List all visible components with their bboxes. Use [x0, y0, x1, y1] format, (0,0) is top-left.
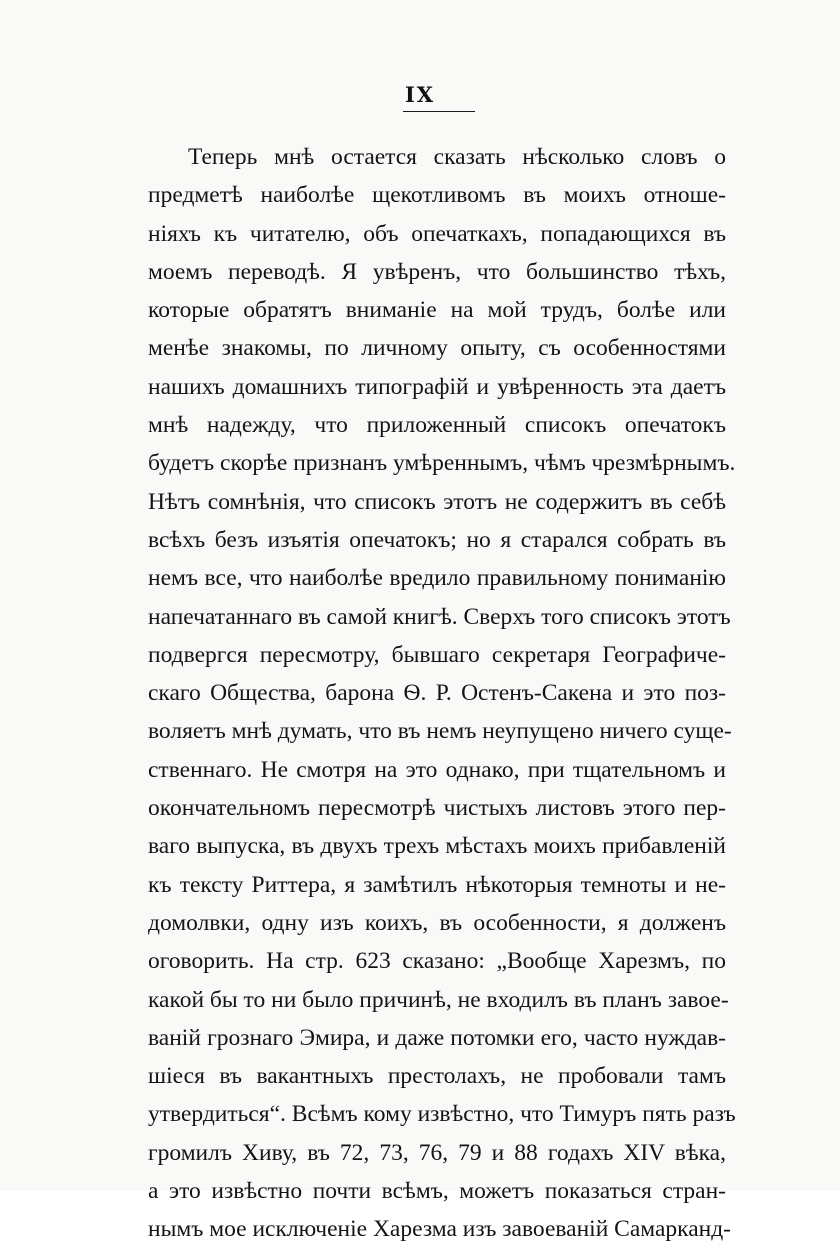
text-line: предметѣ наиболѣе щекотливомъ въ моихъ отноше- — [148, 182, 726, 209]
body-text — [148, 138, 736, 1249]
text-line: которые обратятъ вниманіе на мой трудъ, болѣе или — [148, 297, 726, 324]
text-line: напечатаннаго въ самой книгѣ. Сверхъ того списокъ этотъ — [148, 603, 731, 630]
text-line: домолвки, одну изъ коихъ, въ особенности, я долженъ — [148, 909, 726, 936]
text-line: ваній грознаго Эмира, и даже потомки его, часто нуждав- — [148, 1024, 726, 1051]
text-line: шіеся въ вакантныхъ престолахъ, не пробовали тамъ — [148, 1063, 726, 1090]
text-line: моемъ переводѣ. Я увѣренъ, что большинство тѣхъ, — [148, 258, 726, 285]
text-line: какой бы то ни было причинѣ, не входилъ въ планъ завое- — [148, 986, 729, 1013]
text-line: Теперь мнѣ остается сказать нѣсколько словъ о — [188, 144, 726, 170]
text-line: Нѣтъ сомнѣнія, что списокъ этотъ не содержитъ въ себѣ — [148, 488, 726, 515]
text-line: немъ все, что наиболѣе вредило правильному пониманію — [148, 565, 726, 592]
text-line: громилъ Хиву, въ 72, 73, 76, 79 и 88 годахъ XIV вѣка, — [148, 1139, 726, 1166]
text-line: воляетъ мнѣ думать, что въ немъ неупущено ничего суще- — [148, 718, 732, 745]
text-line: утвердиться“. Всѣмъ кому извѣстно, что Тимуръ пять разъ — [148, 1101, 736, 1128]
page-number: IX — [404, 82, 436, 107]
text-line: нымъ мое исключеніе Харезма изъ завоеваній Самарканд- — [148, 1216, 732, 1243]
text-line: менѣе знакомы, по личному опыту, съ особенностями — [148, 335, 726, 362]
text-line: оговорить. На стр. 623 сказано: „Вообще Харезмъ, по — [148, 948, 726, 975]
page-number-rule — [403, 111, 475, 112]
text-line: а это извѣстно почти всѣмъ, можетъ показаться стран- — [148, 1178, 726, 1205]
text-line: подвергся пересмотру, бывшаго секретаря Географиче- — [148, 641, 726, 668]
text-line: ваго выпуска, въ двухъ трехъ мѣстахъ моихъ прибавленій — [148, 833, 726, 860]
text-line: къ тексту Риттера, я замѣтилъ нѣкоторыя темноты и не- — [148, 871, 726, 898]
text-line: будетъ скорѣе признанъ умѣреннымъ, чѣмъ чрезмѣрнымъ. — [148, 450, 736, 477]
text-line: всѣхъ безъ изъятія опечатокъ; но я старался собрать въ — [148, 526, 726, 553]
text-line: ственнаго. Не смотря на это однако, при тщательномъ и — [148, 756, 726, 783]
text-line: ніяхъ къ читателю, объ опечаткахъ, попадающихся въ — [148, 220, 726, 247]
text-line: скаго Общества, барона Ѳ. Р. Остенъ-Сакена и это поз- — [148, 680, 726, 707]
text-line: мнѣ надежду, что приложенный списокъ опечатокъ — [148, 412, 726, 439]
text-line: нашихъ домашнихъ типографій и увѣренность эта даетъ — [148, 373, 726, 400]
text-line: окончательномъ пересмотрѣ чистыхъ листовъ этого пер- — [148, 795, 726, 822]
